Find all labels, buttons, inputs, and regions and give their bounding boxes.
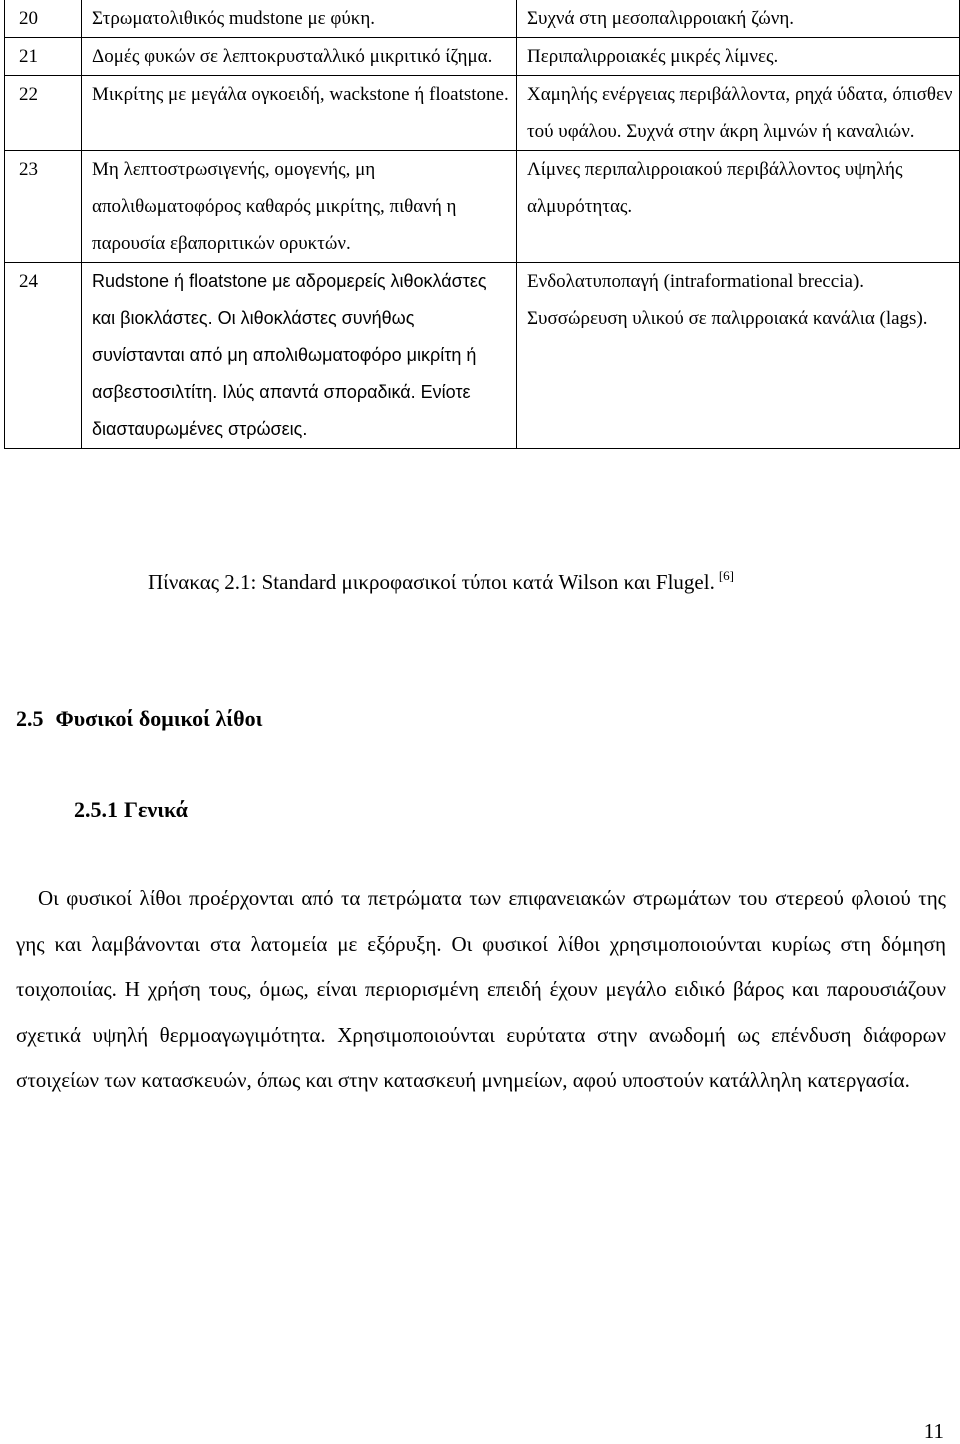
caption-reference: [6] [718,568,734,583]
table-row [5,263,960,449]
row-number: 21 [5,38,82,76]
section-number: 2.5 [16,706,44,731]
row-environment: Λίμνες περιπαλιρροιακού περιβάλλοντος υψηλής αλμυρότητας. [517,151,960,263]
subsection-heading [74,797,188,823]
row-description: Δομές φυκών σε λεπτοκρυσταλλικό μικριτικό ίζημα. [82,38,517,76]
row-description: Rudstone ή floatstone με αδρομερείς λιθοκλάστες και βιοκλάστες. Οι λιθοκλάστες συνήθως συνίστανται από μη απολιθωματοφόρο μικρίτη ή ασβεστοσιλτίτη. Ιλύς απαντά σποραδικά. Ενίοτε διασταυρωμένες στρώσεις. [82,263,517,449]
row-description: Στρωματολιθικός mudstone με φύκη. [82,0,517,38]
row-number: 24 [5,263,82,449]
section-heading [16,706,262,732]
table-row [5,151,960,263]
table-row [5,38,960,76]
row-number: 20 [5,0,82,38]
row-environment: Χαμηλής ενέργειας περιβάλλοντα, ρηχά ύδατα, όπισθεν τού υφάλου. Συχνά στην άκρη λιμνών ή καναλιών. [517,76,960,151]
body-paragraph: Οι φυσικοί λίθοι προέρχονται από τα πετρώματα των επιφανειακών στρωμάτων του στερεού φλοιού της γης και λαμβάνονται στα λατομεία με εξόρυξη. Οι φυσικοί λίθοι χρησιμοποιούνται κυρίως στη δόμηση τοιχοποιίας. Η χρήση τους, όμως, είναι περιορισμένη επειδή έχουν μεγάλο ειδικό βάρος και παρουσιάζουν σχετικά υψηλή θερμοαγωγιμότητα. Χρησιμοποιούνται ευρύτατα στην ανωδομή ως επένδυση διάφορων στοιχείων των κατασκευών, όπως και στην κατασκευή μνημείων, αφού υποστούν κατάλληλη κατεργασία. [16,886,946,1092]
subsection-title: Γενικά [124,797,188,822]
row-description: Μικρίτης με μεγάλα ογκοειδή, wackstone ή floatstone. [82,76,517,151]
section-title: Φυσικοί δομικοί λίθοι [55,706,263,731]
row-number: 23 [5,151,82,263]
table-row [5,76,960,151]
caption-text: Πίνακας 2.1: Standard μικροφασικοί τύποι κατά Wilson και Flugel. [148,570,715,594]
table-caption [148,568,734,595]
page-number: 11 [923,1419,944,1443]
row-number: 22 [5,76,82,151]
microfacies-table [4,0,960,449]
table-row [5,0,960,38]
row-environment: Περιπαλιρροιακές μικρές λίμνες. [517,38,960,76]
subsection-number: 2.5.1 [74,797,118,822]
row-environment: Συχνά στη μεσοπαλιρροιακή ζώνη. [517,0,960,38]
row-environment: Ενδολατυποπαγή (intraformational breccia). Συσσώρευση υλικού σε παλιρροιακά κανάλια (lags). [517,263,960,449]
row-description: Μη λεπτοστρωσιγενής, ομογενής, μη απολιθωματοφόρος καθαρός μικρίτης, πιθανή η παρουσία εβαποριτικών ορυκτών. [82,151,517,263]
